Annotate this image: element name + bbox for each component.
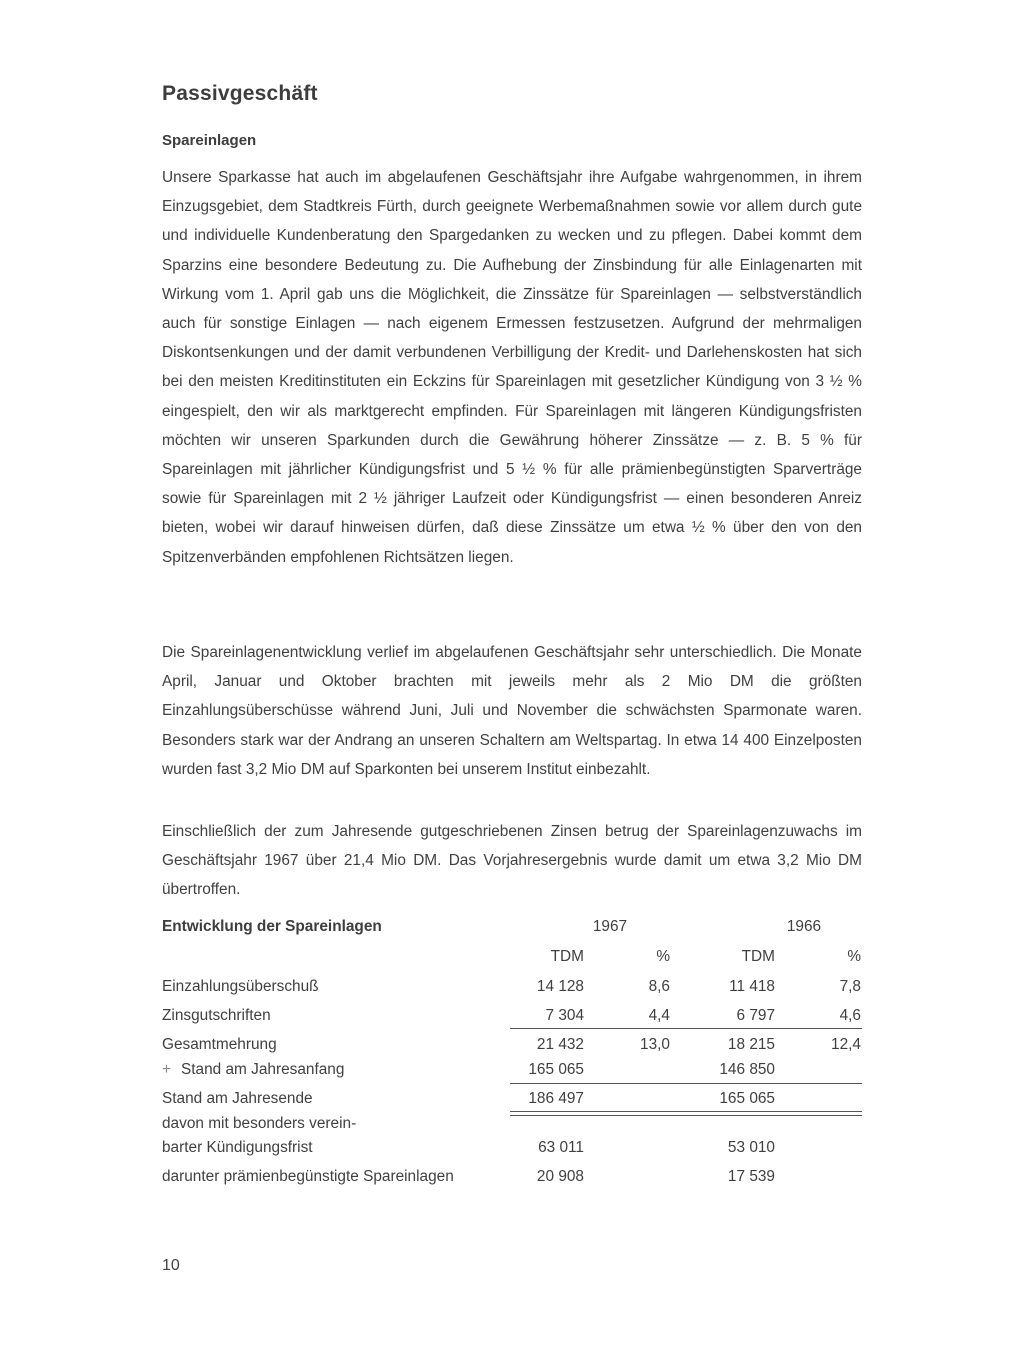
row-label: Stand am Jahresende	[162, 1090, 313, 1107]
unit-pct-1967: %	[656, 948, 670, 965]
table-header-units	[162, 948, 862, 972]
table-row	[162, 1036, 862, 1060]
row-label: Gesamtmehrung	[162, 1036, 277, 1053]
cell: 186 497	[528, 1090, 584, 1107]
unit-tdm-1967: TDM	[550, 948, 584, 965]
cell: 63 011	[538, 1139, 584, 1156]
unit-tdm-1966: TDM	[741, 948, 775, 965]
table-row	[162, 1061, 862, 1085]
row-label: davon mit besonders verein-	[162, 1115, 357, 1132]
year-1967: 1967	[592, 918, 628, 935]
table-header-years	[162, 918, 862, 942]
cell: 165 065	[528, 1061, 584, 1078]
year-1966: 1966	[786, 918, 822, 935]
table-row	[162, 1168, 862, 1192]
subtotal-rule	[510, 1028, 862, 1029]
unit-pct-1966: %	[847, 948, 861, 965]
table-row	[162, 1115, 862, 1139]
cell: 53 010	[727, 1139, 775, 1156]
row-label: darunter prämienbegünstigte Spareinlagen	[162, 1168, 454, 1185]
row-label: Zinsgutschriften	[162, 1007, 271, 1024]
cell: 146 850	[719, 1061, 775, 1078]
row-label: Einzahlungsüberschuß	[162, 978, 319, 995]
cell: 7 304	[545, 1007, 584, 1024]
cell: 8,6	[648, 978, 670, 995]
cell: 7,8	[839, 978, 861, 995]
cell: 165 065	[719, 1090, 775, 1107]
cell: 18 215	[727, 1036, 775, 1053]
cell: 14 128	[536, 978, 584, 995]
page-number: 10	[162, 1257, 180, 1274]
row-label-text: Stand am Jahresanfang	[181, 1061, 345, 1078]
cell: 4,4	[648, 1007, 670, 1024]
cell: 6 797	[736, 1007, 775, 1024]
table-title: Entwicklung der Spareinlagen	[162, 918, 382, 935]
plus-sign: +	[162, 1061, 171, 1078]
paragraph-2: Die Spareinlagenentwicklung verlief im abgelaufenen Geschäftsjahr sehr unterschiedlich. Die Monate April, Januar und Oktober brachten mit jeweils mehr als 2 Mio DM die größten Einzahlungsüberschüsse während Juni, Juli und November die schwächsten Sparmonate waren. Besonders stark war der Andrang an unseren Schaltern am Weltspartag. In etwa 14 400 Einzelposten wurden fast 3,2 Mio DM auf Sparkonten bei unserem Institut einbezahlt.	[162, 644, 862, 778]
table-row	[162, 978, 862, 1002]
cell: 11 418	[729, 978, 775, 995]
section-heading: Spareinlagen	[162, 132, 257, 149]
page-title: Passivgeschäft	[162, 82, 318, 105]
cell: 4,6	[839, 1007, 861, 1024]
cell: 13,0	[640, 1036, 670, 1053]
cell: 12,4	[831, 1036, 861, 1053]
cell: 21 432	[536, 1036, 584, 1053]
paragraph-3: Einschließlich der zum Jahresende gutgeschriebenen Zinsen betrug der Spareinlagenzuwachs im Geschäftsjahr 1967 über 21,4 Mio DM. Das Vorjahresergebnis wurde damit um etwa 3,2 Mio DM übertroffen.	[162, 823, 862, 899]
cell: 17 539	[727, 1168, 775, 1185]
cell: 20 908	[536, 1168, 584, 1185]
paragraph-1: Unsere Sparkasse hat auch im abgelaufenen Geschäftsjahr ihre Aufgabe wahrgenommen, in ihrem Einzugsgebiet, dem Stadtkreis Fürth, durch geeignete Werbemaßnahmen sowie vor allem durch gute und individuelle Kundenberatung den Spargedanken zu wecken und zu pflegen. Dabei kommt dem Sparzins eine besondere Bedeutung zu. Die Aufhebung der Zinsbindung für alle Einlagenarten mit Wirkung vom 1. April gab uns die Möglichkeit, die Zinssätze für Spareinlagen — selbstverständlich auch für sonstige Einlagen — nach eigenem Ermessen festzusetzen. Aufgrund der mehrmaligen Diskontsenkungen und der damit verbundenen Verbilligung der Kredit- und Darlehenskosten hat sich bei den meisten Kreditinstituten ein Eckzins für Spareinlagen mit gesetzlicher Kündigung von 3 ½ % eingespielt, den wir als marktgerecht empfinden. Für Spareinlagen mit längeren Kündigungsfristen möchten wir unseren Sparkunden durch die Gewährung höherer Zinssätze — z. B. 5 % für Spareinlagen mit jährlicher Kündigungsfrist und 5 ½ % für alle prämienbegünstigten Sparverträge sowie für Spareinlagen mit 2 ½ jähriger Laufzeit oder Kündigungsfrist — einen besonderen Anreiz bieten, wobei wir darauf hinweisen dürfen, daß diese Zinssätze um etwa ½ % über den von den Spitzenverbänden empfohlenen Richtsätzen liegen.	[162, 169, 862, 566]
row-label-cont: barter Kündigungsfrist	[162, 1139, 313, 1156]
total-rule	[510, 1083, 862, 1084]
row-label	[162, 1061, 344, 1079]
table-row	[162, 1139, 862, 1163]
